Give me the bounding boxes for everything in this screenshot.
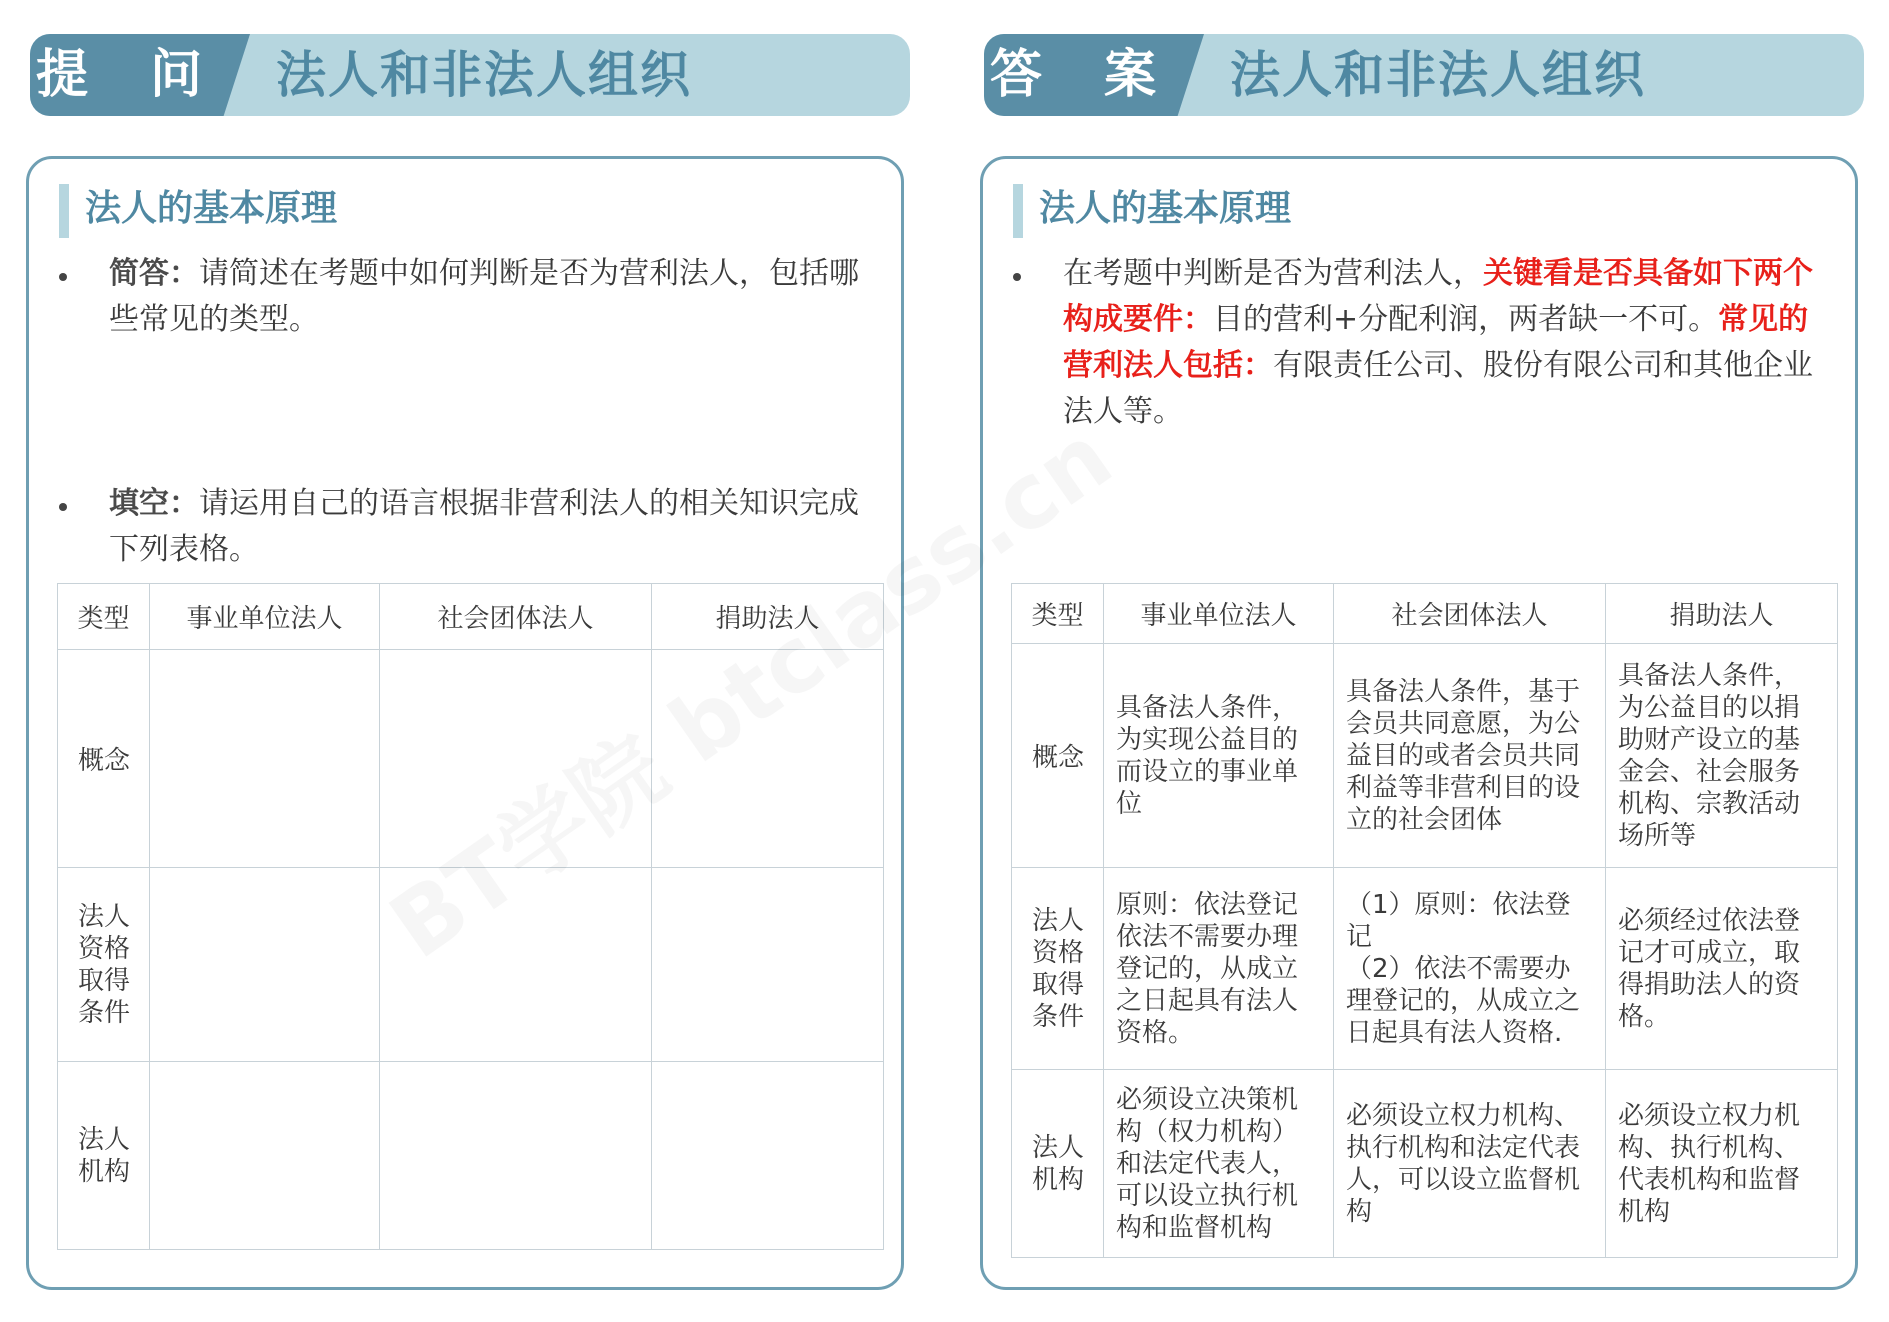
- table-cell: 必须经过依法登记才可成立，取得捐助法人的资格。: [1606, 868, 1838, 1070]
- table-cell: 原则：依法登记 依法不需要办理登记的，从成立之日起具有法人资格。: [1104, 868, 1334, 1070]
- table-header: 捐助法人: [652, 584, 884, 650]
- answer-title: 法人和非法人组织: [1230, 46, 1646, 104]
- blank-cell[interactable]: [380, 650, 652, 868]
- question-banner: [30, 34, 910, 116]
- table-header: 社会团体法人: [1334, 584, 1606, 644]
- question-card: [26, 156, 904, 1290]
- section-title: 法人的基本原理: [1039, 188, 1292, 229]
- table-row: [58, 1062, 884, 1250]
- answer-panel: [980, 0, 1880, 1322]
- table-header: 事业单位法人: [1104, 584, 1334, 644]
- bullet-icon: [1013, 273, 1021, 281]
- section-title: 法人的基本原理: [85, 188, 338, 229]
- question-table: [57, 583, 884, 1250]
- row-label: 法人 资格 取得 条件: [1012, 868, 1104, 1070]
- row-label: 法人 资格 取得 条件: [58, 868, 150, 1062]
- answer-card: [980, 156, 1858, 1290]
- table-row: [58, 868, 884, 1062]
- blank-cell[interactable]: [150, 650, 380, 868]
- answer-highlight: 关键看是否具备如下两个构成要件：: [1063, 256, 1813, 337]
- table-cell: 必须设立决策机构（权力机构）和法定代表人，可以设立执行机构和监督机构: [1104, 1070, 1334, 1258]
- blank-cell[interactable]: [380, 868, 652, 1062]
- table-cell: 必须设立权力机构、执行机构、代表机构和监督机构: [1606, 1070, 1838, 1258]
- table-row: [1012, 1070, 1838, 1258]
- fill-blank-question: [109, 481, 879, 573]
- table-cell: 具备法人条件，基于会员共同意愿，为公益目的或者会员共同利益等非营利目的设立的社会团体: [1334, 644, 1606, 868]
- blank-cell[interactable]: [380, 1062, 652, 1250]
- blank-cell[interactable]: [150, 868, 380, 1062]
- answer-text: [1063, 251, 1833, 435]
- fill-blank-label: 填空：: [109, 486, 199, 521]
- blank-cell[interactable]: [652, 650, 884, 868]
- table-header: 捐助法人: [1606, 584, 1838, 644]
- table-header: 事业单位法人: [150, 584, 380, 650]
- table-cell: 必须设立权力机构、执行机构和法定代表人，可以设立监督机构: [1334, 1070, 1606, 1258]
- answer-part: 有限责任公司、股份有限公司和其他企业法人等。: [1063, 348, 1813, 429]
- section-accent-bar: [59, 184, 69, 238]
- question-panel: [26, 0, 926, 1322]
- bullet-icon: [59, 503, 67, 511]
- table-header: 类型: [1012, 584, 1104, 644]
- short-answer-label: 简答：: [109, 256, 199, 291]
- table-header: 类型: [58, 584, 150, 650]
- table-cell: 具备法人条件，为实现公益目的而设立的事业单位: [1104, 644, 1334, 868]
- answer-part: 目的营利+分配利润，两者缺一不可。: [1213, 302, 1719, 337]
- table-header: 社会团体法人: [380, 584, 652, 650]
- fill-blank-text: 请运用自己的语言根据非营利法人的相关知识完成下列表格。: [109, 486, 859, 567]
- answer-tag: 答 案: [989, 45, 1179, 105]
- row-label: 法人 机构: [58, 1062, 150, 1250]
- table-header-row: [58, 584, 884, 650]
- bullet-icon: [59, 273, 67, 281]
- table-row: [58, 650, 884, 868]
- row-label: 法人 机构: [1012, 1070, 1104, 1258]
- question-title: 法人和非法人组织: [276, 46, 692, 104]
- table-row: [1012, 868, 1838, 1070]
- short-answer-question: [109, 251, 879, 343]
- row-label: 概念: [58, 650, 150, 868]
- question-tag: 提 问: [35, 45, 225, 105]
- row-label: 概念: [1012, 644, 1104, 868]
- blank-cell[interactable]: [150, 1062, 380, 1250]
- short-answer-text: 请简述在考题中如何判断是否为营利法人，包括哪些常见的类型。: [109, 256, 859, 337]
- blank-cell[interactable]: [652, 868, 884, 1062]
- table-cell: （1）原则：依法登记 （2）依法不需要办理登记的，从成立之日起具有法人资格.: [1334, 868, 1606, 1070]
- section-accent-bar: [1013, 184, 1023, 238]
- answer-part: 在考题中判断是否为营利法人，: [1063, 256, 1483, 291]
- answer-table: [1011, 583, 1838, 1258]
- answer-banner: [984, 34, 1864, 116]
- table-row: [1012, 644, 1838, 868]
- table-header-row: [1012, 584, 1838, 644]
- answer-highlight: 常见的营利法人包括：: [1063, 302, 1809, 383]
- blank-cell[interactable]: [652, 1062, 884, 1250]
- table-cell: 具备法人条件，为公益目的以捐助财产设立的基金会、社会服务机构、宗教活动场所等: [1606, 644, 1838, 868]
